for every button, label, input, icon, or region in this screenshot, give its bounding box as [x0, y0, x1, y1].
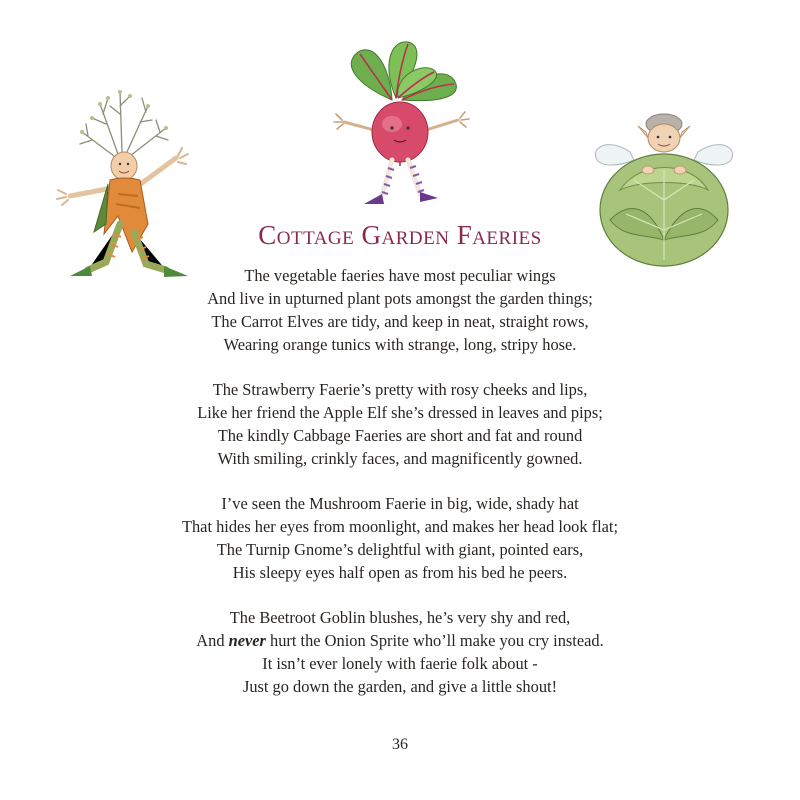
poem-line: It isn’t ever lonely with faerie folk about - [262, 654, 538, 673]
poem-line: The Turnip Gnome’s delightful with giant, pointed ears, [216, 540, 584, 559]
poem-line: Like her friend the Apple Elf she’s dressed in leaves and pips; [197, 403, 603, 422]
poem-line: And live in upturned plant pots amongst the garden things; [207, 289, 593, 308]
poem-line: The Beetroot Goblin blushes, he’s very shy and red, [229, 608, 571, 627]
stanza [120, 492, 680, 584]
emphasis-word: never [228, 631, 266, 650]
poem-line: The vegetable faeries have most peculiar wings [244, 266, 556, 285]
poem-line: The Strawberry Faerie’s pretty with rosy cheeks and lips, [212, 380, 588, 399]
stanza [120, 606, 680, 698]
poem-line: With smiling, crinkly faces, and magnificently gowned. [217, 449, 583, 468]
poem-line: The kindly Cabbage Faeries are short and fat and round [217, 426, 583, 445]
beetroot-goblin-illustration [330, 36, 470, 214]
poem-title: Cottage Garden Faeries [258, 220, 542, 250]
poem-body [120, 264, 680, 720]
poem-line: That hides her eyes from moonlight, and makes her head look flat; [181, 517, 619, 536]
stanza [120, 264, 680, 356]
poem-line: Just go down the garden, and give a little shout! [242, 677, 558, 696]
stanza [120, 378, 680, 470]
carrot-elf-illustration [48, 84, 198, 290]
poem-line-emphasized [120, 629, 680, 652]
line-start: And [196, 631, 229, 650]
poem-line: I’ve seen the Mushroom Faerie in big, wide, shady hat [221, 494, 579, 513]
page-number: 36 [392, 736, 408, 753]
poem-line: His sleepy eyes half open as from his bed he peers. [232, 563, 568, 582]
poem-line: The Carrot Elves are tidy, and keep in neat, straight rows, [211, 312, 589, 331]
poem-line: Wearing orange tunics with strange, long, stripy hose. [223, 335, 577, 354]
line-end: hurt the Onion Sprite who’ll make you cry instead. [265, 631, 604, 650]
